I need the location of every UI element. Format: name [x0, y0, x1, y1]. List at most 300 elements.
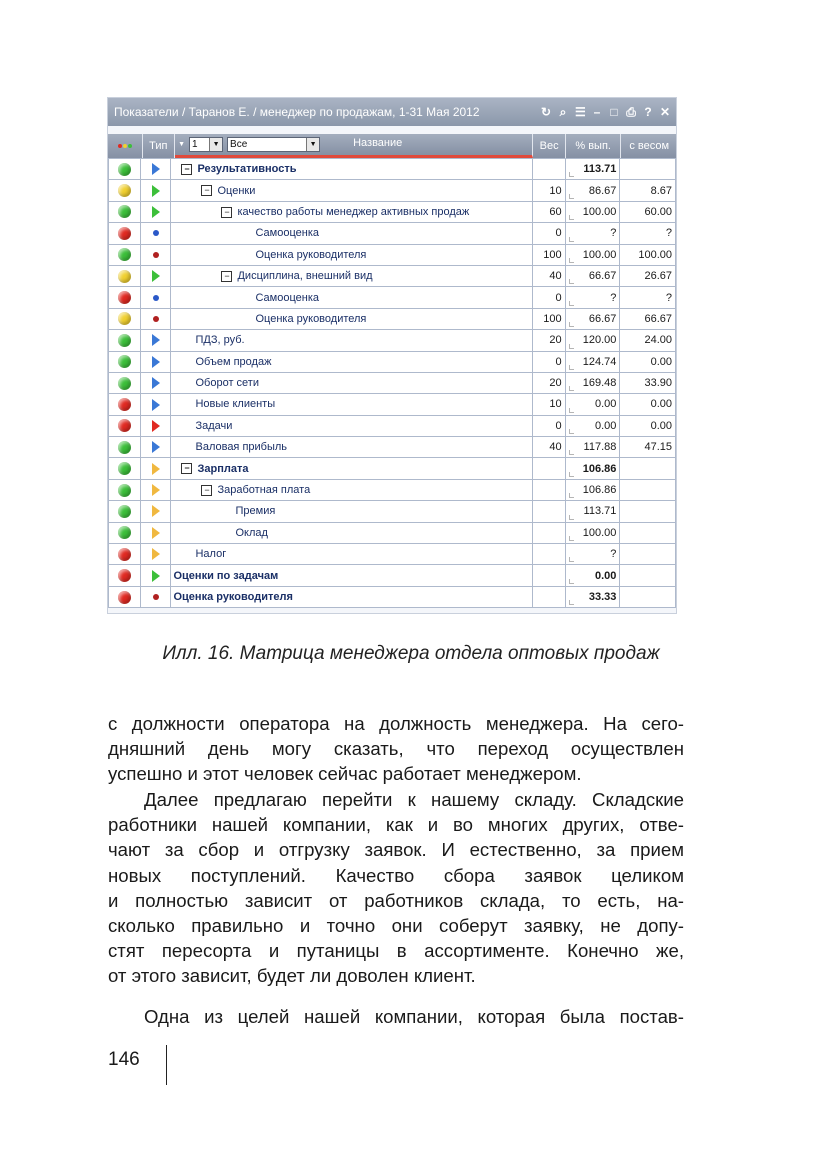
type-dot-icon [153, 316, 159, 322]
type-cell [141, 565, 171, 586]
cell-marker-icon [569, 429, 574, 434]
green-status-light-icon [118, 484, 131, 497]
row-name: ПДЗ, руб. [195, 334, 245, 347]
chevron-down-icon: ▼ [209, 138, 222, 151]
type-cell [141, 544, 171, 565]
text-line: Далее предлагаю перейти к нашему складу. Складские [144, 789, 684, 810]
print-icon[interactable]: ⎙ [626, 104, 636, 119]
pct-cell [565, 223, 620, 244]
cell-marker-icon [569, 408, 574, 413]
type-triangle-icon [152, 548, 160, 560]
weighted-cell: ? [620, 223, 676, 244]
weighted-cell: 47.15 [620, 437, 676, 458]
row-name: Задачи [195, 419, 233, 432]
name-cell [171, 437, 533, 458]
weight-cell [533, 501, 565, 522]
window-titlebar [108, 98, 676, 126]
green-status-light-icon [118, 526, 131, 539]
maximize-icon[interactable]: □ [610, 104, 618, 119]
type-column-header[interactable]: Тип [143, 134, 176, 158]
status-cell [109, 458, 141, 479]
pct-value: 113.71 [583, 505, 617, 518]
table-row[interactable] [109, 265, 676, 286]
type-dot-icon [153, 295, 159, 301]
name-cell [171, 479, 533, 500]
pct-cell [565, 415, 620, 436]
pct-value: 33.33 [588, 591, 617, 603]
name-cell [171, 287, 533, 308]
weight-cell [533, 544, 565, 565]
table-row[interactable] [109, 522, 676, 543]
weight-cell: 40 [533, 437, 565, 458]
weighted-cell [620, 522, 676, 543]
type-cell [141, 394, 171, 415]
window-title: Показатели / Таранов Е. / менеджер по продажам, 1-31 Мая 2012 [114, 105, 480, 119]
type-triangle-icon [152, 527, 160, 539]
name-cell [171, 501, 533, 522]
row-name: Оценки по задачам [173, 569, 279, 582]
type-cell [141, 501, 171, 522]
weight-cell [533, 159, 565, 180]
type-cell [141, 159, 171, 180]
cell-marker-icon [569, 344, 574, 349]
type-cell [141, 415, 171, 436]
weighted-cell: 0.00 [620, 351, 676, 372]
type-cell [141, 372, 171, 393]
status-cell [109, 287, 141, 308]
name-cell [171, 159, 533, 180]
level-select[interactable]: 1 ▼ [189, 137, 223, 152]
text-line: новых поступлений. Качество сбора заявок целиком [108, 864, 684, 886]
table-row[interactable] [109, 287, 676, 308]
text-line: и полностью зависит от работников склада, то есть, на- [108, 889, 684, 911]
pct-value: 86.67 [588, 184, 617, 197]
weighted-cell: 60.00 [620, 201, 676, 222]
minimize-icon[interactable]: – [593, 104, 601, 119]
collapse-toggle-icon[interactable]: − [181, 164, 192, 175]
window-toolbar [541, 105, 670, 120]
yellow-status-light-icon [118, 312, 131, 325]
red-status-light-icon [118, 291, 131, 304]
status-cell [109, 372, 141, 393]
weight-cell: 0 [533, 287, 565, 308]
table-row[interactable] [109, 159, 676, 180]
type-cell [141, 201, 171, 222]
type-cell [141, 308, 171, 329]
red-status-light-icon [118, 419, 131, 432]
red-status-light-icon [118, 227, 131, 240]
yellow-status-light-icon [118, 270, 131, 283]
table-row[interactable] [109, 372, 676, 393]
pct-value: 106.86 [582, 484, 617, 497]
row-name: Заработная плата [217, 484, 311, 497]
status-cell [109, 180, 141, 201]
page-number: 146 [108, 1049, 140, 1070]
pct-value: 120.00 [582, 334, 617, 347]
green-status-light-icon [118, 205, 131, 218]
indicators-table [108, 158, 676, 608]
pct-cell [565, 458, 620, 479]
green-status-light-icon [118, 334, 131, 347]
pct-cell [565, 287, 620, 308]
text-line: успешно и этот человек сейчас работает менеджером. [108, 763, 582, 785]
body-paragraph-1 [108, 711, 684, 787]
pct-cell [565, 394, 620, 415]
pct-cell [565, 479, 620, 500]
weighted-cell: 26.67 [620, 265, 676, 286]
type-cell [141, 330, 171, 351]
weight-cell: 0 [533, 351, 565, 372]
table-row[interactable] [109, 201, 676, 222]
name-cell [171, 522, 533, 543]
row-name: Зарплата [197, 462, 249, 475]
collapse-toggle-icon[interactable]: − [201, 185, 212, 196]
type-cell [141, 351, 171, 372]
text-line: от этого зависит, будет ли доволен клиент. [108, 965, 476, 987]
weight-cell: 0 [533, 415, 565, 436]
traffic-light-icon [118, 144, 132, 148]
weighted-cell: 0.00 [620, 415, 676, 436]
name-cell [171, 265, 533, 286]
collapse-toggle-icon[interactable]: − [201, 485, 212, 496]
table-row[interactable] [109, 458, 676, 479]
weighted-cell [620, 544, 676, 565]
filter-select[interactable]: Все ▼ [227, 137, 320, 152]
pct-cell [565, 586, 620, 607]
type-dot-icon [153, 230, 159, 236]
weight-cell: 100 [533, 308, 565, 329]
weight-cell: 0 [533, 223, 565, 244]
weighted-cell: 0.00 [620, 394, 676, 415]
table-row[interactable] [109, 180, 676, 201]
cell-marker-icon [569, 386, 574, 391]
weighted-cell [620, 479, 676, 500]
green-status-light-icon [118, 163, 131, 176]
name-cell [171, 565, 533, 586]
body-paragraph-2 [108, 787, 684, 989]
weight-cell: 20 [533, 372, 565, 393]
type-triangle-icon [152, 441, 160, 453]
row-name: Налог [195, 548, 227, 561]
name-column-header [175, 134, 533, 158]
pct-cell [565, 308, 620, 329]
type-triangle-icon [152, 334, 160, 346]
status-cell [109, 565, 141, 586]
pct-cell [565, 501, 620, 522]
type-cell [141, 479, 171, 500]
name-cell [171, 458, 533, 479]
cell-marker-icon [569, 215, 574, 220]
name-cell [171, 394, 533, 415]
cell-marker-icon [569, 579, 574, 584]
pct-value: ? [610, 227, 617, 240]
type-cell [141, 265, 171, 286]
weighted-cell [620, 586, 676, 607]
table-row[interactable] [109, 501, 676, 522]
type-triangle-icon [152, 185, 160, 197]
status-cell [109, 223, 141, 244]
pct-cell [565, 351, 620, 372]
cell-marker-icon [569, 536, 574, 541]
status-cell [109, 522, 141, 543]
type-cell [141, 437, 171, 458]
green-status-light-icon [118, 377, 131, 390]
refresh-icon[interactable]: ↻ [541, 104, 552, 119]
pct-cell [565, 201, 620, 222]
collapse-toggle-icon[interactable]: − [221, 207, 232, 218]
table-row[interactable] [109, 437, 676, 458]
cell-marker-icon [569, 557, 574, 562]
row-name: Оценка руководителя [173, 591, 293, 603]
weighted-cell [620, 159, 676, 180]
status-cell [109, 394, 141, 415]
cell-marker-icon [569, 450, 574, 455]
status-cell [109, 586, 141, 607]
status-cell [109, 544, 141, 565]
cell-marker-icon [569, 365, 574, 370]
weighted-cell: 8.67 [620, 180, 676, 201]
table-row[interactable] [109, 586, 676, 607]
type-triangle-icon [152, 163, 160, 175]
row-name: Оценка руководителя [255, 312, 367, 325]
red-status-light-icon [118, 591, 131, 604]
row-name: Объем продаж [195, 355, 272, 368]
pct-cell [565, 565, 620, 586]
type-cell [141, 458, 171, 479]
pct-value: 117.88 [583, 441, 617, 454]
row-name: Оборот сети [195, 377, 259, 390]
weight-cell: 10 [533, 180, 565, 201]
row-name: Самооценка [255, 291, 320, 304]
table-header [108, 134, 677, 158]
status-cell [109, 351, 141, 372]
name-cell [171, 372, 533, 393]
cell-marker-icon [569, 515, 574, 520]
text-line: Одна из целей нашей компании, которая была постав- [144, 1006, 684, 1027]
weighted-cell: 24.00 [620, 330, 676, 351]
type-triangle-icon [152, 356, 160, 368]
pct-value: ? [610, 548, 617, 561]
text-line: с должности оператора на должность менеджера. На сего- [108, 713, 684, 734]
chevron-down-icon: ▼ [306, 138, 319, 151]
weight-cell [533, 522, 565, 543]
red-status-light-icon [118, 398, 131, 411]
table-row[interactable] [109, 565, 676, 586]
figure-caption: Илл. 16. Матрица менеджера отдела оптовых продаж [162, 643, 660, 664]
weighted-cell [620, 565, 676, 586]
pct-cell [565, 330, 620, 351]
pct-cell [565, 265, 620, 286]
red-status-light-icon [118, 569, 131, 582]
type-triangle-icon [152, 505, 160, 517]
green-status-light-icon [118, 505, 131, 518]
cell-marker-icon [569, 258, 574, 263]
type-triangle-icon [152, 399, 160, 411]
green-status-light-icon [118, 441, 131, 454]
cell-marker-icon [569, 172, 574, 177]
column-menu-icon[interactable]: ▼ [178, 141, 186, 148]
type-triangle-icon [152, 484, 160, 496]
type-triangle-icon [152, 206, 160, 218]
pct-cell [565, 244, 620, 265]
status-cell [109, 244, 141, 265]
weight-cell: 60 [533, 201, 565, 222]
status-cell [109, 201, 141, 222]
text-line: стят пересорта и путаницы в ассортименте. Конечно же, [108, 940, 684, 962]
weighted-cell: 100.00 [620, 244, 676, 265]
name-cell [171, 244, 533, 265]
pct-cell [565, 180, 620, 201]
name-cell [171, 223, 533, 244]
table-row[interactable] [109, 544, 676, 565]
table-row[interactable] [109, 351, 676, 372]
weight-cell: 10 [533, 394, 565, 415]
row-name: качество работы менеджер активных продаж [237, 205, 470, 218]
name-cell [171, 586, 533, 607]
text-line: работники нашей компании, как и во многих других, отве- [108, 814, 684, 836]
pct-value: 66.67 [588, 312, 617, 325]
pct-cell [565, 522, 620, 543]
text-line: сколько правильно и точно они соберут заявку, не допу- [108, 915, 684, 937]
cell-marker-icon [569, 237, 574, 242]
type-cell [141, 586, 171, 607]
name-column-label: Название [353, 137, 403, 149]
weighted-cell: 33.90 [620, 372, 676, 393]
table-row[interactable] [109, 330, 676, 351]
type-cell [141, 287, 171, 308]
weight-cell: 40 [533, 265, 565, 286]
weight-cell [533, 565, 565, 586]
weighted-cell [620, 458, 676, 479]
name-cell [171, 415, 533, 436]
row-name: Премия [235, 505, 276, 518]
name-cell [171, 544, 533, 565]
type-triangle-icon [152, 570, 160, 582]
weighted-cell: ? [620, 287, 676, 308]
page-number-divider [166, 1045, 167, 1085]
search-icon[interactable]: ⌕ [559, 104, 567, 119]
weighted-cell [620, 501, 676, 522]
pct-value: 66.67 [588, 270, 617, 283]
close-icon[interactable]: ✕ [660, 104, 671, 119]
status-cell [109, 265, 141, 286]
pct-value: 100.00 [582, 526, 617, 539]
green-status-light-icon [118, 248, 131, 261]
cell-marker-icon [569, 322, 574, 327]
type-triangle-icon [152, 463, 160, 475]
pct-value: 124.74 [582, 355, 617, 368]
type-cell [141, 223, 171, 244]
status-column-header [108, 134, 143, 158]
row-name: Оценки [217, 184, 256, 197]
pct-value: 0.00 [594, 569, 617, 582]
table-row[interactable] [109, 223, 676, 244]
type-cell [141, 180, 171, 201]
pct-value: ? [610, 291, 617, 304]
pct-cell [565, 372, 620, 393]
status-cell [109, 501, 141, 522]
row-name: Новые клиенты [195, 398, 276, 411]
screenshot-window [107, 97, 677, 614]
body-paragraph-3 [108, 1004, 684, 1029]
type-dot-icon [153, 594, 159, 600]
type-triangle-icon [152, 270, 160, 282]
list-icon[interactable]: ☰ [575, 104, 586, 119]
table-row[interactable] [109, 415, 676, 436]
cell-marker-icon [569, 301, 574, 306]
row-name: Результативность [197, 163, 297, 176]
status-cell [109, 415, 141, 436]
yellow-status-light-icon [118, 184, 131, 197]
pct-column-header[interactable]: % вып. [566, 134, 622, 158]
pct-cell [565, 437, 620, 458]
weight-cell: 100 [533, 244, 565, 265]
pct-value: 0.00 [594, 398, 617, 411]
weight-cell [533, 586, 565, 607]
cell-marker-icon [569, 194, 574, 199]
name-cell [171, 308, 533, 329]
pct-value: 100.00 [582, 248, 617, 261]
table-row[interactable] [109, 308, 676, 329]
pct-value: 113.71 [583, 163, 617, 176]
status-cell [109, 330, 141, 351]
name-cell [171, 201, 533, 222]
name-cell [171, 180, 533, 201]
weight-cell [533, 479, 565, 500]
weight-cell [533, 458, 565, 479]
weight-cell: 20 [533, 330, 565, 351]
type-triangle-icon [152, 420, 160, 432]
pct-value: 169.48 [582, 377, 617, 390]
weighted-cell: 66.67 [620, 308, 676, 329]
table-row[interactable] [109, 394, 676, 415]
type-cell [141, 244, 171, 265]
pct-cell [565, 544, 620, 565]
row-name: Дисциплина, внешний вид [237, 270, 373, 283]
green-status-light-icon [118, 355, 131, 368]
row-name: Валовая прибыль [195, 441, 288, 454]
type-cell [141, 522, 171, 543]
type-triangle-icon [152, 377, 160, 389]
status-cell [109, 437, 141, 458]
pct-value: 106.86 [582, 462, 617, 475]
status-cell [109, 479, 141, 500]
row-name: Оклад [235, 526, 268, 539]
cell-marker-icon [569, 279, 574, 284]
text-line: дняшний день могу сказать, что переход осуществлен [108, 738, 684, 760]
collapse-toggle-icon[interactable]: − [181, 463, 192, 474]
help-icon[interactable]: ? [644, 104, 652, 119]
collapse-toggle-icon[interactable]: − [221, 271, 232, 282]
type-dot-icon [153, 252, 159, 258]
table-row[interactable] [109, 244, 676, 265]
name-cell [171, 330, 533, 351]
weight-column-header[interactable]: Вес [533, 134, 566, 158]
text-line: чают за сбор и отгрузку заявок. И естественно, за прием [108, 839, 684, 861]
weighted-column-header[interactable]: с весом [621, 134, 677, 158]
pct-value: 0.00 [594, 419, 617, 432]
pct-cell [565, 159, 620, 180]
cell-marker-icon [569, 600, 574, 605]
row-name: Самооценка [255, 227, 320, 240]
table-row[interactable] [109, 479, 676, 500]
name-cell [171, 351, 533, 372]
green-status-light-icon [118, 462, 131, 475]
cell-marker-icon [569, 472, 574, 477]
pct-value: 100.00 [582, 205, 617, 218]
row-name: Оценка руководителя [255, 248, 367, 261]
cell-marker-icon [569, 493, 574, 498]
